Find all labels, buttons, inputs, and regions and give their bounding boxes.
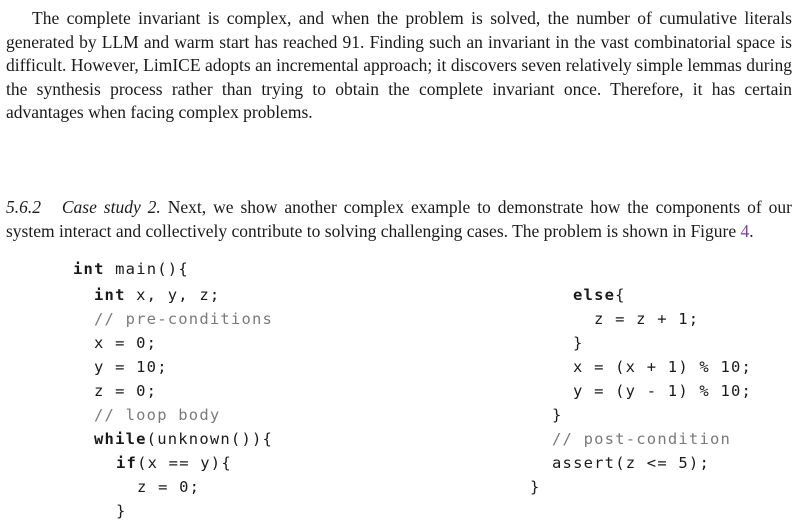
code-line: [94, 406, 220, 424]
code-text: (unknown()){: [146, 430, 274, 448]
code-text: assert(z <= 5);: [552, 454, 710, 472]
code-keyword: if: [116, 454, 138, 472]
code-keyword: int: [73, 260, 105, 278]
code-line: [552, 454, 710, 472]
code-line: [137, 478, 200, 496]
code-text: main(){: [104, 260, 189, 278]
code-line: [552, 406, 563, 424]
code-line: [94, 382, 157, 400]
code-line: [73, 260, 189, 278]
code-text: }: [552, 406, 563, 424]
code-text: z = 0;: [137, 478, 201, 496]
code-line: [573, 358, 752, 376]
code-line: [116, 502, 127, 520]
code-line: [94, 334, 157, 352]
code-text: x = 0;: [94, 334, 158, 352]
code-comment: // loop body: [94, 406, 221, 424]
section-title: Case study 2.: [61, 197, 161, 217]
code-keyword: int: [94, 286, 126, 304]
code-text: z = z + 1;: [594, 310, 700, 328]
code-comment: // post-condition: [552, 430, 732, 448]
code-comment: // pre-conditions: [94, 310, 274, 328]
section-number: 5.6.2: [6, 197, 41, 217]
code-line: [573, 286, 626, 304]
code-text: {: [615, 286, 626, 304]
code-line: [594, 310, 699, 328]
code-text: x, y, z;: [125, 286, 221, 304]
paragraph-case-study-2: [6, 196, 792, 243]
code-line: [94, 430, 273, 448]
figure-reference-link[interactable]: 4: [740, 220, 750, 241]
code-text: }: [573, 334, 584, 352]
code-line: [94, 358, 168, 376]
paragraph-invariant-discussion: [6, 7, 792, 125]
code-line: [94, 286, 220, 304]
code-line: [552, 430, 731, 448]
code-line: [573, 334, 584, 352]
code-line: [116, 454, 232, 472]
code-text: y = (y - 1) % 10;: [573, 382, 753, 400]
code-text: z = 0;: [94, 382, 158, 400]
code-line: [573, 382, 752, 400]
code-line: [94, 310, 273, 328]
section-text-end: .: [749, 220, 754, 241]
paragraph-text: The complete invariant is complex, and when the problem is solved, the number of cumulative literals generated by LLM and warm start has reached 91. Finding such an invariant in the vast combinatorial space is difficult. However, LimICE adopts an incremental approach; it discovers seven relatively simple lemmas during the synthesis process rather than trying to obtain the complete invariant once. Therefore, it has certain advantages when facing complex problems.: [6, 8, 792, 122]
code-line: [530, 478, 541, 496]
code-text: x = (x + 1) % 10;: [573, 358, 753, 376]
code-text: (x == y){: [137, 454, 232, 472]
code-keyword: else: [573, 286, 616, 304]
code-text: }: [530, 478, 541, 496]
code-text: }: [116, 502, 127, 520]
section-text: Next, we show another complex example to demonstrate how the components of our system interact and collectively contribute to solving challenging cases. The problem is shown in Figure: [6, 197, 793, 241]
code-text: y = 10;: [94, 358, 168, 376]
code-keyword: while: [94, 430, 147, 448]
